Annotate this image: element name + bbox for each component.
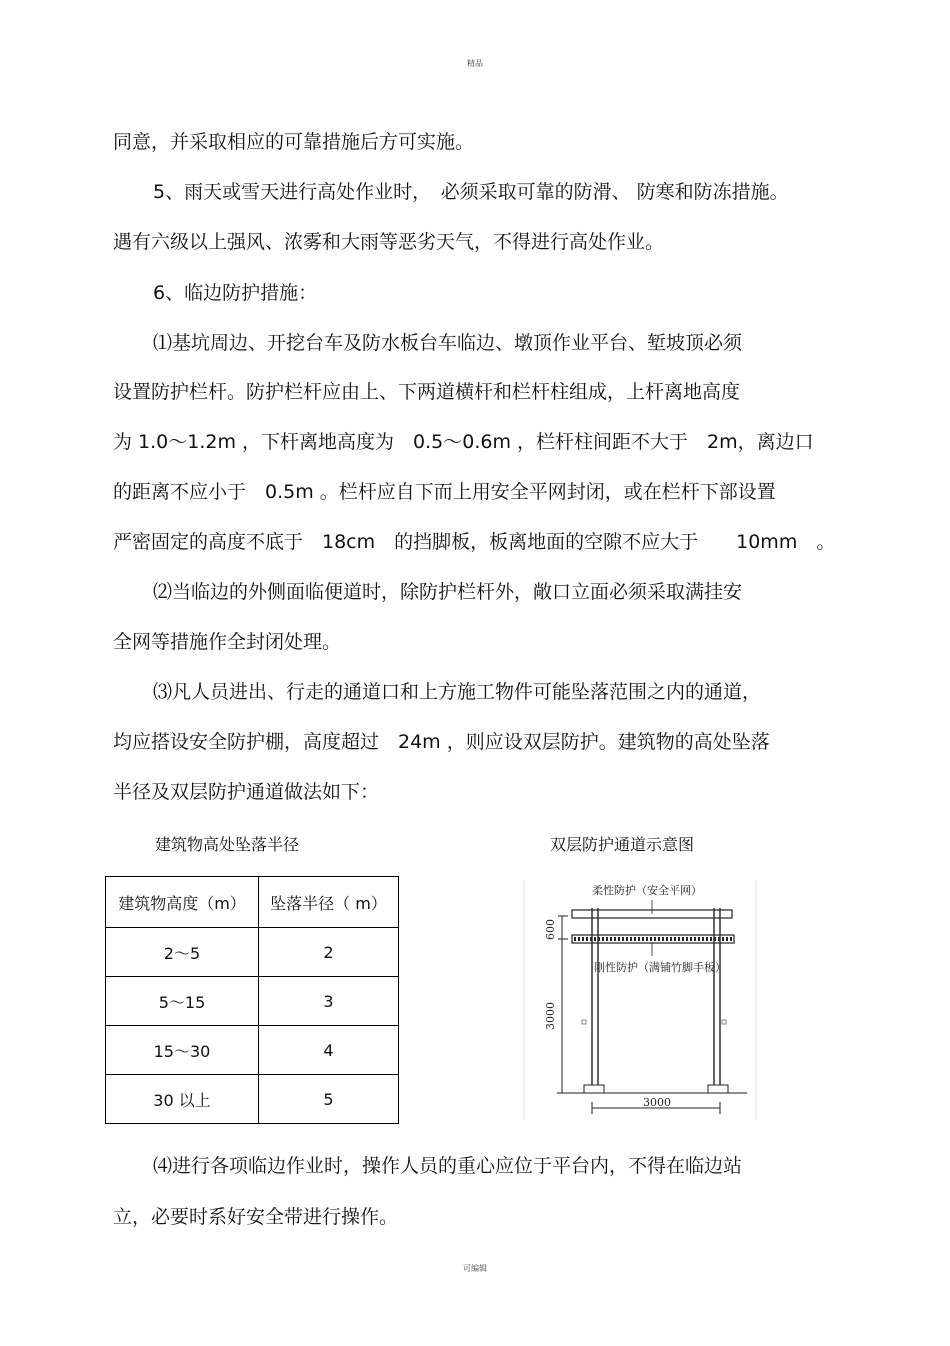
table-row bbox=[106, 928, 399, 977]
rigid-protection-layer bbox=[572, 935, 734, 943]
table-row bbox=[106, 1026, 399, 1075]
table-caption: 建筑物高处坠落半径 bbox=[155, 835, 300, 854]
text-line-11: 全网等措施作全封闭处理。 bbox=[113, 631, 342, 653]
text-line-7: 为 1.0～1.2m ，下杆离地高度为 0.5～0.6m ，栏杆柱间距不大于 2m，离边口 bbox=[113, 431, 814, 453]
table-cell: 15～30 bbox=[106, 1026, 259, 1075]
marker bbox=[582, 1020, 586, 1024]
text-line-12: ⑶凡人员进出、行走的通道口和上方施工物件可能坠落范围之内的通道， bbox=[153, 681, 762, 703]
text-line-2: 5、雨天或雪天进行高处作业时， 必须采取可靠的防滑、 防寒和防冻措施。 bbox=[153, 181, 789, 203]
text-line-6: 设置防护栏杆。防护栏杆应由上、下两道横杆和栏杆柱组成，上杆离地高度 bbox=[113, 381, 741, 403]
text-line-14: 半径及双层防护通道做法如下： bbox=[113, 781, 380, 803]
table-cell: 5 bbox=[258, 1075, 398, 1124]
text-line-15: ⑷进行各项临边作业时，操作人员的重心应位于平台内，不得在临边站 bbox=[153, 1155, 743, 1177]
page-header: 精品 bbox=[467, 59, 483, 68]
table-header-row bbox=[106, 877, 399, 928]
diagram-caption: 双层防护通道示意图 bbox=[550, 835, 695, 854]
text-line-10: ⑵当临边的外侧面临便道时，除防护栏杆外，敞口立面必须采取满挂安 bbox=[153, 581, 743, 603]
text-line-8: 的距离不应小于 0.5m 。栏杆应自下而上用安全平网封闭，或在栏杆下部设置 bbox=[113, 481, 776, 503]
text-line-4: 6、临边防护措施： bbox=[153, 282, 318, 304]
dim-3000-horizontal: 3000 bbox=[643, 1096, 671, 1109]
text-line-9: 严密固定的高度不底于 18cm 的挡脚板，板离地面的空隙不应大于 10mm 。 bbox=[113, 531, 836, 553]
table-row bbox=[106, 977, 399, 1026]
table-cell: 4 bbox=[258, 1026, 398, 1075]
table-cell: 3 bbox=[258, 977, 398, 1026]
table-cell: 30 以上 bbox=[106, 1075, 259, 1124]
base-right bbox=[708, 1085, 728, 1093]
base-left bbox=[584, 1085, 604, 1093]
label-flexible-protection: 柔性防护（安全平网） bbox=[592, 884, 702, 897]
table-header-height: 建筑物高度（m） bbox=[106, 877, 259, 928]
page-footer: 可编辑 bbox=[463, 1264, 487, 1273]
text-line-16: 立，必要时系好安全带进行操作。 bbox=[113, 1206, 399, 1228]
text-line-1: 同意，并采取相应的可靠措施后方可实施。 bbox=[113, 131, 475, 153]
label-rigid-protection: 刚性防护（满铺竹脚手板） bbox=[594, 961, 726, 974]
table-row bbox=[106, 1075, 399, 1124]
text-line-13: 均应搭设安全防护棚，高度超过 24m ，则应设双层防护。建筑物的高处坠落 bbox=[113, 731, 770, 753]
table-header-radius: 坠落半径（ m） bbox=[258, 877, 398, 928]
text-line-3: 遇有六级以上强风、浓雾和大雨等恶劣天气，不得进行高处作业。 bbox=[113, 231, 665, 253]
dim-600: 600 bbox=[544, 919, 557, 940]
double-layer-passage-diagram bbox=[522, 880, 760, 1120]
text-line-5: ⑴基坑周边、开挖台车及防水板台车临边、墩顶作业平台、堑坡顶必须 bbox=[153, 332, 743, 354]
marker bbox=[722, 1020, 726, 1024]
fall-radius-table bbox=[105, 876, 399, 1124]
table-cell: 2～5 bbox=[106, 928, 259, 977]
dim-3000-vertical: 3000 bbox=[544, 1002, 557, 1030]
table-cell: 2 bbox=[258, 928, 398, 977]
table-cell: 5～15 bbox=[106, 977, 259, 1026]
